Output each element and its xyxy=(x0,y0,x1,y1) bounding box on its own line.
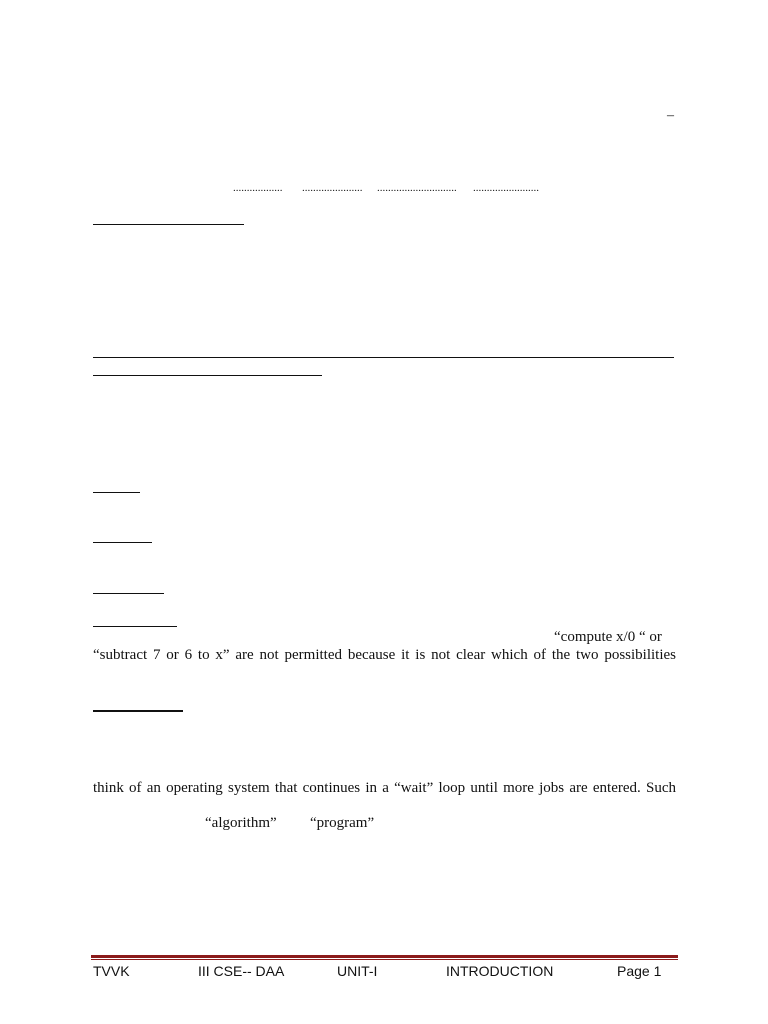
dotted-field-3: ............................. xyxy=(377,182,457,194)
term-underline-2 xyxy=(93,542,152,543)
text-line-subtract: “subtract 7 or 6 to x” are not permitted because it is not clear which of the two possibilities xyxy=(93,647,676,663)
term-underline-3 xyxy=(93,593,164,594)
heading-underline-1 xyxy=(93,224,244,225)
term-algorithm: “algorithm” xyxy=(205,815,277,831)
footer-rule-thin xyxy=(91,959,678,960)
dotted-field-4: ........................ xyxy=(473,182,539,194)
section-underline-long xyxy=(93,357,674,358)
dotted-field-1: .................. xyxy=(233,182,283,194)
footer-author: TVVK xyxy=(93,963,130,979)
header-dash: – xyxy=(667,108,674,123)
footer-course: III CSE-- DAA xyxy=(198,963,285,979)
section-underline-short xyxy=(93,375,322,376)
text-line-operating-system: think of an operating system that continues in a “wait” loop until more jobs are entered. Such xyxy=(93,780,676,796)
footer-topic: INTRODUCTION xyxy=(446,963,554,979)
footer-page-number: Page 1 xyxy=(617,963,662,979)
term-underline-4 xyxy=(93,626,177,627)
footer-rule-thick xyxy=(91,955,678,958)
text-line-compute: “compute x/0 “ or xyxy=(554,629,662,645)
term-underline-5 xyxy=(93,710,183,712)
footer-unit: UNIT-I xyxy=(337,963,378,979)
term-underline-1 xyxy=(93,492,140,493)
term-program: “program” xyxy=(310,815,375,831)
dotted-field-2: ...................... xyxy=(302,182,363,194)
